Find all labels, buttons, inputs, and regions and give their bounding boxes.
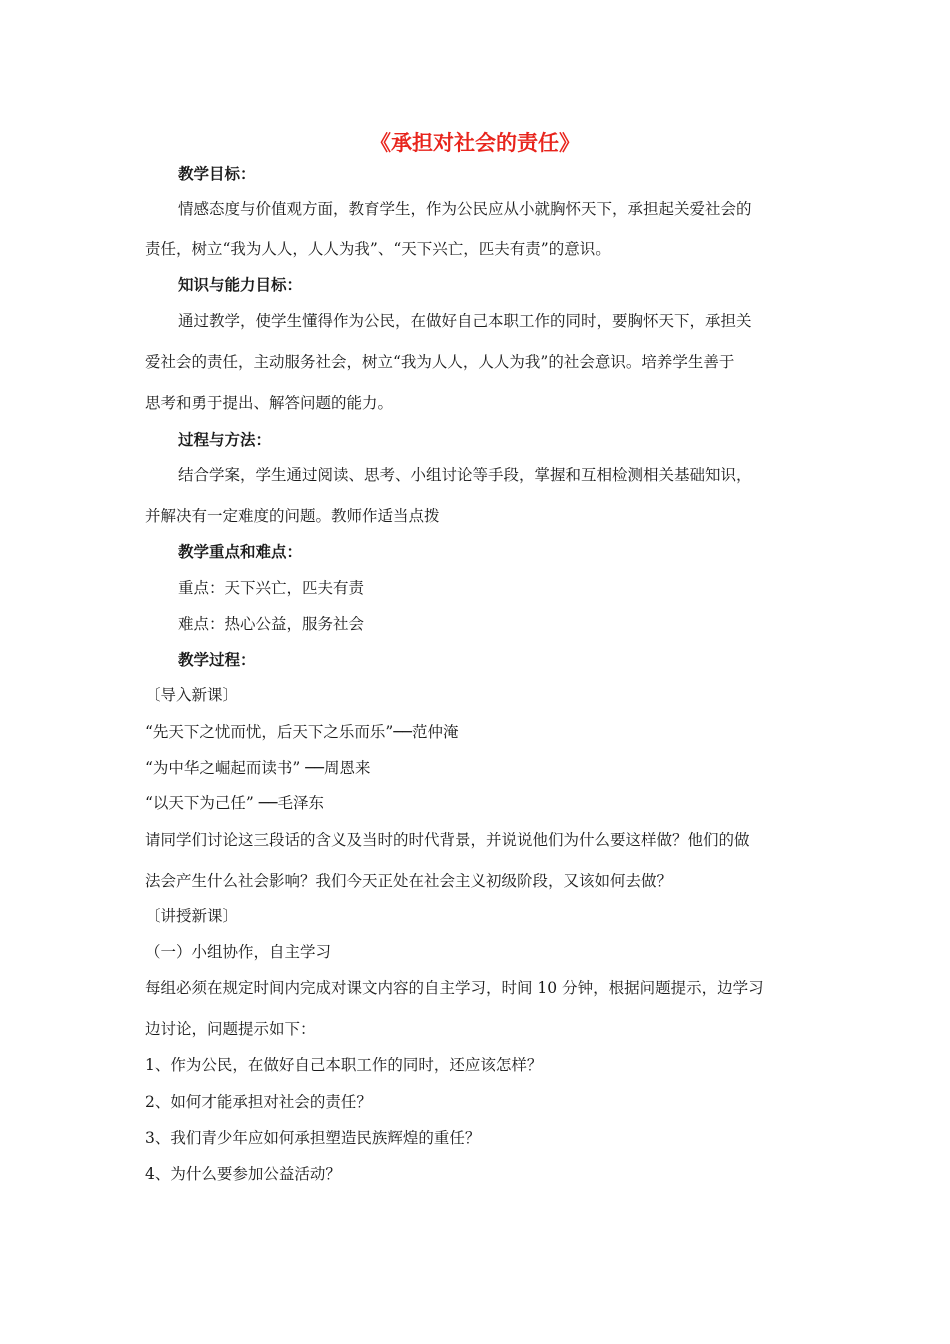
question-item: 1、作为公民，在做好自己本职工作的同时，还应该怎样？ xyxy=(145,1056,543,1074)
process-paragraph-line: 结合学案，学生通过阅读、思考、小组讨论等手段，掌握和互相检测相关基础知识， xyxy=(178,466,752,484)
difficult-point: 难点：热心公益，服务社会 xyxy=(178,615,365,633)
new-lesson-label: 〔讲授新课〕 xyxy=(145,907,239,925)
quote-line: “为中华之崛起而读书” ──周恩来 xyxy=(145,759,371,777)
quote-line: “先天下之忧而忧，后天下之乐而乐”──范仲淹 xyxy=(145,723,459,741)
task-line: 每组必须在规定时间内完成对课文内容的自主学习，时间 10 分钟，根据问题提示，边学习 xyxy=(145,979,764,997)
goal-heading: 教学目标： xyxy=(178,164,256,183)
question-item: 3、我们青少年应如何承担塑造民族辉煌的重任？ xyxy=(145,1129,481,1147)
quote-line: “以天下为己任” ──毛泽东 xyxy=(145,794,324,812)
knowledge-paragraph-line: 通过教学，使学生懂得作为公民，在做好自己本职工作的同时，要胸怀天下，承担关 xyxy=(178,312,752,330)
knowledge-paragraph-line: 爱社会的责任，主动服务社会，树立“我为人人，人人为我”的社会意识。培养学生善于 xyxy=(145,353,735,371)
process-paragraph-line: 并解决有一定难度的问题。教师作适当点拨 xyxy=(145,507,440,525)
knowledge-heading: 知识与能力目标： xyxy=(178,275,303,294)
process-heading: 过程与方法： xyxy=(178,430,272,449)
question-item: 2、如何才能承担对社会的责任？ xyxy=(145,1093,372,1111)
discussion-line: 请同学们讨论这三段话的含义及当时的时代背景，并说说他们为什么要这样做？他们的做 xyxy=(145,831,750,849)
goal-paragraph-line: 责任，树立“我为人人，人人为我”、“天下兴亡，匹夫有责”的意识。 xyxy=(145,240,611,258)
task-line: 边讨论，问题提示如下： xyxy=(145,1020,316,1038)
knowledge-paragraph-line: 思考和勇于提出、解答问题的能力。 xyxy=(145,394,394,412)
intro-label: 〔导入新课〕 xyxy=(145,686,239,704)
key-heading: 教学重点和难点： xyxy=(178,542,303,561)
document-title: 《承担对社会的责任》 xyxy=(370,130,580,155)
group-work-label: （一）小组协作，自主学习 xyxy=(145,943,332,961)
goal-paragraph-line: 情感态度与价值观方面，教育学生，作为公民应从小就胸怀天下，承担起关爱社会的 xyxy=(178,200,752,218)
key-point: 重点：天下兴亡，匹夫有责 xyxy=(178,579,365,597)
steps-heading: 教学过程： xyxy=(178,650,256,669)
question-item: 4、为什么要参加公益活动？ xyxy=(145,1165,341,1183)
discussion-line: 法会产生什么社会影响？我们今天正处在社会主义初级阶段，又该如何去做？ xyxy=(145,872,673,890)
